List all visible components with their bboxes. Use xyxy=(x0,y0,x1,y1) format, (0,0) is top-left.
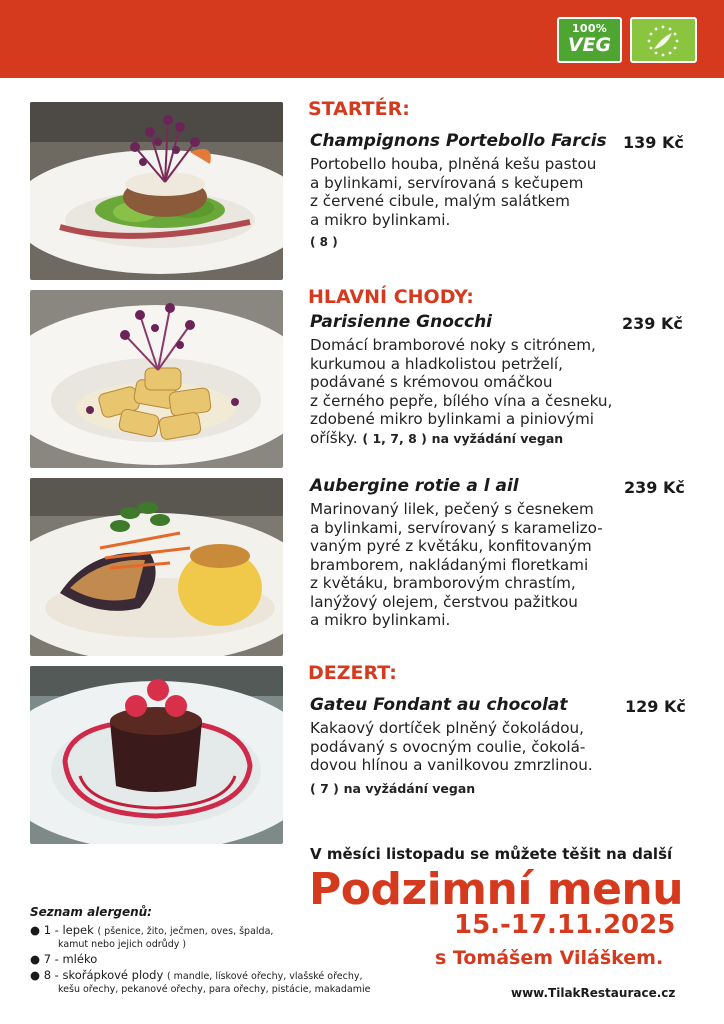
desc-line: kurkumou a hladkolistou petrželí, xyxy=(310,354,563,373)
desc-line: podávané s krémovou omáčkou xyxy=(310,373,553,391)
veg-badge-label: VEG xyxy=(567,34,612,56)
legend-item-label: 7 - mléko xyxy=(43,952,98,966)
website-link[interactable]: www.TilakRestaurace.cz xyxy=(511,986,676,1000)
dish-name-2: Parisienne Gnocchi xyxy=(310,312,493,332)
desc-line: z černého pepře, bílého vína a česneku, xyxy=(310,391,613,410)
legend-item-label: 8 - skořápkové plody xyxy=(43,968,164,982)
allergen-codes: ( 1, 7, 8 ) xyxy=(362,430,427,446)
allergen-legend xyxy=(30,905,370,995)
desc-line: lanýžový olejem, čerstvou pažitkou xyxy=(310,592,578,611)
dessert-section-title: DEZERT: xyxy=(308,662,397,684)
fondant-photo xyxy=(30,666,283,844)
dish-price-4: 129 Kč xyxy=(625,697,686,716)
dish-desc-4 xyxy=(310,719,640,798)
desc-line: a bylinkami, servírovaná s kečupem xyxy=(310,173,584,192)
bullet-icon: ● xyxy=(30,923,41,937)
legend-item xyxy=(30,952,370,966)
desc-line: Domácí bramborové noky s citrónem, xyxy=(310,336,596,354)
promo-chef: s Tomášem Viláškem. xyxy=(435,947,664,969)
desc-line: vaným pyré z květáku, konfitovaným xyxy=(310,537,592,555)
desc-line: bramborem, nakládanými floretkami xyxy=(310,555,589,574)
veg-badge xyxy=(557,17,622,63)
dish-desc-1 xyxy=(310,155,630,252)
desc-line: podávaný s ovocným coulie, čokolá- xyxy=(310,737,586,756)
desc-line-last xyxy=(310,429,640,449)
allergen-codes: ( 8 ) xyxy=(310,235,338,249)
promo-date: 15.-17.11.2025 xyxy=(454,910,676,940)
legend-item xyxy=(30,968,370,982)
dish-name-3: Aubergine rotie a l ail xyxy=(310,476,519,496)
main-section-title: HLAVNÍ CHODY: xyxy=(308,286,474,308)
promo-intro: V měsíci listopadu se můžete těšit na další xyxy=(310,845,673,863)
legend-item-detail: ( pšenice, žito, ječmen, oves, špalda, xyxy=(97,926,274,937)
promo-title: Podzimní menu xyxy=(309,864,684,915)
legend-item-detail: kamut nebo jejich odrůdy ) xyxy=(58,939,187,950)
bullet-icon: ● xyxy=(30,968,41,982)
legend-item-detail: ( mandle, lískové ořechy, vlašské ořechy, xyxy=(166,971,363,982)
allergen-codes: ( 7 ) xyxy=(310,780,339,796)
desc-line: zdobené mikro bylinkami a piniovými xyxy=(310,410,595,428)
dish-name-4: Gateu Fondant au chocolat xyxy=(310,695,568,715)
legend-item xyxy=(30,923,370,937)
desc-line: z květáku, bramborovým chrastím, xyxy=(310,574,576,592)
dish-name-1: Champignons Portebollo Farcis xyxy=(310,131,607,151)
dish-price-2: 239 Kč xyxy=(622,314,683,333)
eu-leaf-icon xyxy=(632,19,695,61)
desc-line: a bylinkami, servírovaný s karamelizo- xyxy=(310,518,603,537)
desc-line: Marinovaný lilek, pečený s česnekem xyxy=(310,500,594,518)
bullet-icon: ● xyxy=(30,952,41,966)
veg-badge-percent: 100% xyxy=(571,22,608,35)
desc-line: Kakaový dortíček plněný čokoládou, xyxy=(310,719,584,737)
desc-line: Portobello houba, plněná kešu pastou xyxy=(310,155,597,173)
starter-photo xyxy=(30,102,283,280)
allergen-row xyxy=(310,779,640,799)
dish-price-1: 139 Kč xyxy=(623,133,684,152)
dish-desc-2 xyxy=(310,336,640,448)
vegan-note: na vyžádání vegan xyxy=(431,430,564,446)
starter-section-title: STARTÉR: xyxy=(308,98,410,120)
dish-price-3: 239 Kč xyxy=(624,478,685,497)
dish-desc-3 xyxy=(310,500,630,630)
gnocchi-photo xyxy=(30,290,283,468)
desc-line: a mikro bylinkami. xyxy=(310,611,451,629)
desc-line: oříšky. xyxy=(310,428,358,447)
vegan-note: na vyžádání vegan xyxy=(343,780,476,796)
legend-title: Seznam alergenů: xyxy=(30,905,152,919)
desc-line: a mikro bylinkami. xyxy=(310,210,451,229)
eu-organic-logo xyxy=(630,17,697,63)
legend-item-detail: kešu ořechy, pekanové ořechy, para ořechy, pistácie, makadamie xyxy=(58,984,371,995)
aubergine-photo xyxy=(30,478,283,656)
legend-item-label: 1 - lepek xyxy=(43,923,94,937)
desc-line: dovou hlínou a vanilkovou zmrzlinou. xyxy=(310,756,593,774)
desc-line: z červené cibule, malým salátkem xyxy=(310,192,570,210)
